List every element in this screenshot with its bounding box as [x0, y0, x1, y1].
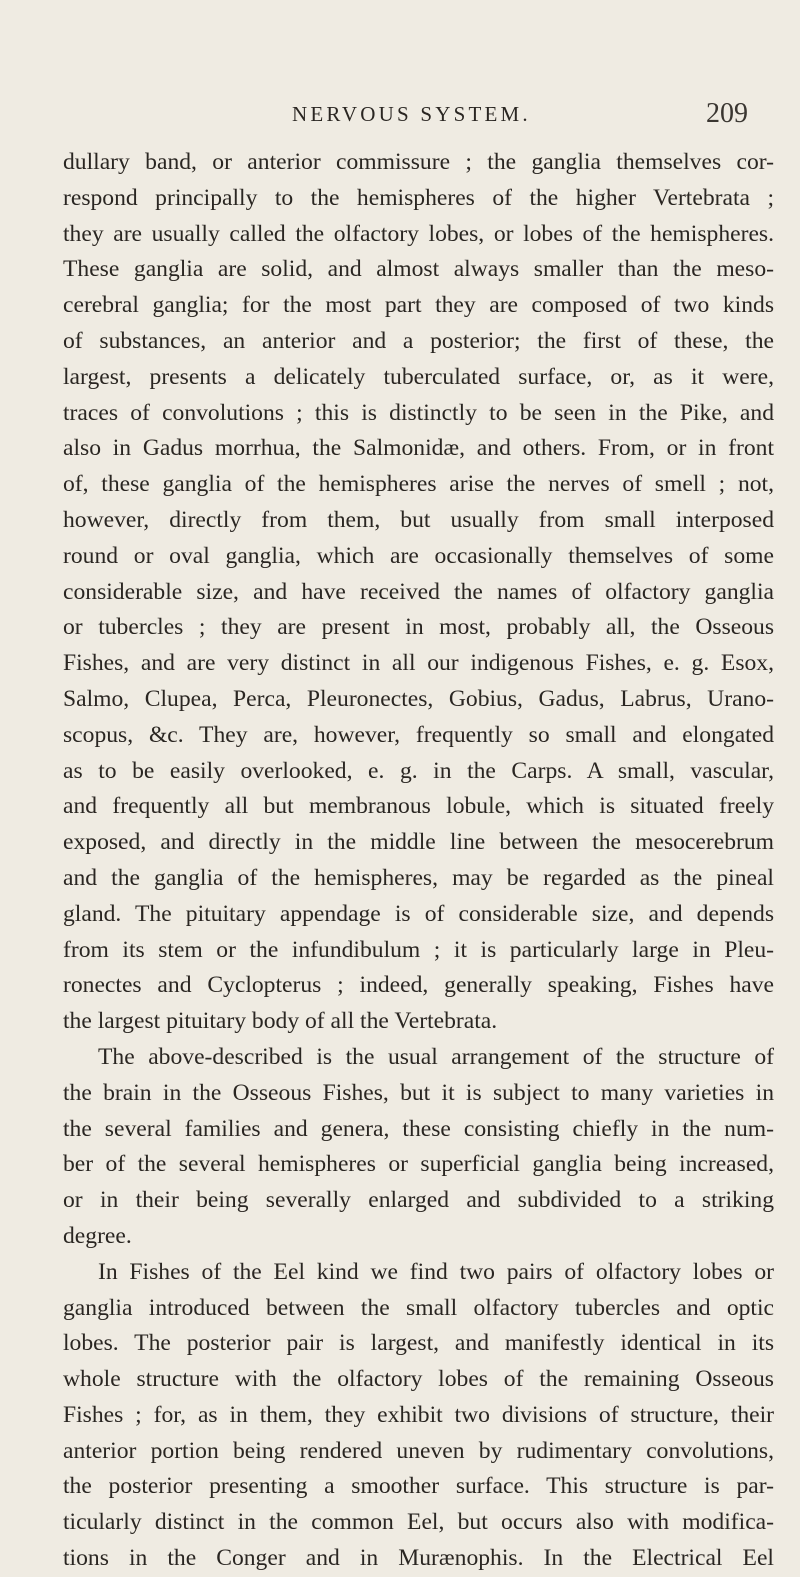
text-line: Salmo, Clupea, Perca, Pleuronectes, Gobius, Gadus, Labrus, Urano-: [63, 685, 774, 712]
text-line: of substances, an anterior and a posterior; the first of these, the: [63, 327, 774, 354]
text-line: the posterior presenting a smoother surface. This structure is par-: [63, 1473, 774, 1500]
text-line: also in Gadus morrhua, the Salmonidæ, and others. From, or in front: [63, 435, 774, 462]
text-line: lobes. The posterior pair is largest, and manifestly identical in its: [63, 1330, 774, 1357]
text-line: whole structure with the olfactory lobes of the remaining Osseous: [63, 1366, 774, 1393]
text-line: largest, presents a delicately tuberculated surface, or, as it were,: [63, 363, 774, 390]
text-line: In Fishes of the Eel kind we find two pairs of olfactory lobes or: [98, 1258, 774, 1285]
text-line: they are usually called the olfactory lobes, or lobes of the hemispheres.: [63, 220, 774, 247]
text-line: tions in the Conger and in Murænophis. In the Electrical Eel: [63, 1545, 774, 1572]
text-line: ticularly distinct in the common Eel, but occurs also with modifica-: [63, 1509, 774, 1536]
text-line: anterior portion being rendered uneven by rudimentary convolutions,: [63, 1437, 774, 1464]
text-line: or tubercles ; they are present in most, probably all, the Osseous: [63, 614, 774, 641]
text-line: respond principally to the hemispheres of the higher Vertebrata ;: [63, 184, 774, 211]
page-number: 209: [706, 98, 748, 129]
running-head-title: NERVOUS SYSTEM.: [292, 102, 531, 126]
text-line: Fishes, and are very distinct in all our indigenous Fishes, e. g. Esox,: [63, 650, 774, 677]
text-line: round or oval ganglia, which are occasionally themselves of some: [63, 542, 774, 569]
text-line: ganglia introduced between the small olfactory tubercles and optic: [63, 1294, 774, 1321]
text-line: These ganglia are solid, and almost always smaller than the meso-: [63, 256, 774, 283]
text-line: of, these ganglia of the hemispheres arise the nerves of smell ; not,: [63, 471, 774, 498]
text-line: dullary band, or anterior commissure ; the ganglia themselves cor-: [63, 149, 774, 175]
text-line: traces of convolutions ; this is distinctly to be seen in the Pike, and: [63, 399, 774, 426]
text-line: degree.: [63, 1222, 132, 1249]
text-line: considerable size, and have received the names of olfactory ganglia: [63, 578, 774, 605]
text-line: or in their being severally enlarged and subdivided to a striking: [63, 1187, 774, 1214]
text-line: ronectes and Cyclopterus ; indeed, generally speaking, Fishes have: [63, 972, 774, 999]
text-line: as to be easily overlooked, e. g. in the Carps. A small, vascular,: [63, 757, 774, 784]
text-line: cerebral ganglia; for the most part they are composed of two kinds: [63, 292, 774, 319]
body-text: [63, 145, 774, 1577]
text-line: ber of the several hemispheres or superficial ganglia being increased,: [63, 1151, 774, 1178]
text-line: from its stem or the infundibulum ; it is particularly large in Pleu-: [63, 936, 774, 963]
text-line: gland. The pituitary appendage is of considerable size, and depends: [63, 900, 774, 927]
text-line: and frequently all but membranous lobule, which is situated freely: [63, 793, 774, 820]
text-line: the several families and genera, these consisting chiefly in the num-: [63, 1115, 774, 1142]
text-line: the largest pituitary body of all the Vertebrata.: [63, 1008, 498, 1035]
text-line: The above-described is the usual arrangement of the structure of: [98, 1043, 774, 1070]
text-line: Fishes ; for, as in them, they exhibit two divisions of structure, their: [63, 1401, 774, 1428]
text-line: exposed, and directly in the middle line between the mesocerebrum: [63, 829, 774, 856]
text-line: scopus, &c. They are, however, frequently so small and elongated: [63, 721, 774, 748]
text-line: and the ganglia of the hemispheres, may be regarded as the pineal: [63, 864, 774, 891]
text-line: the brain in the Osseous Fishes, but it is subject to many varieties in: [63, 1079, 774, 1106]
text-line: however, directly from them, but usually from small interposed: [63, 506, 774, 533]
